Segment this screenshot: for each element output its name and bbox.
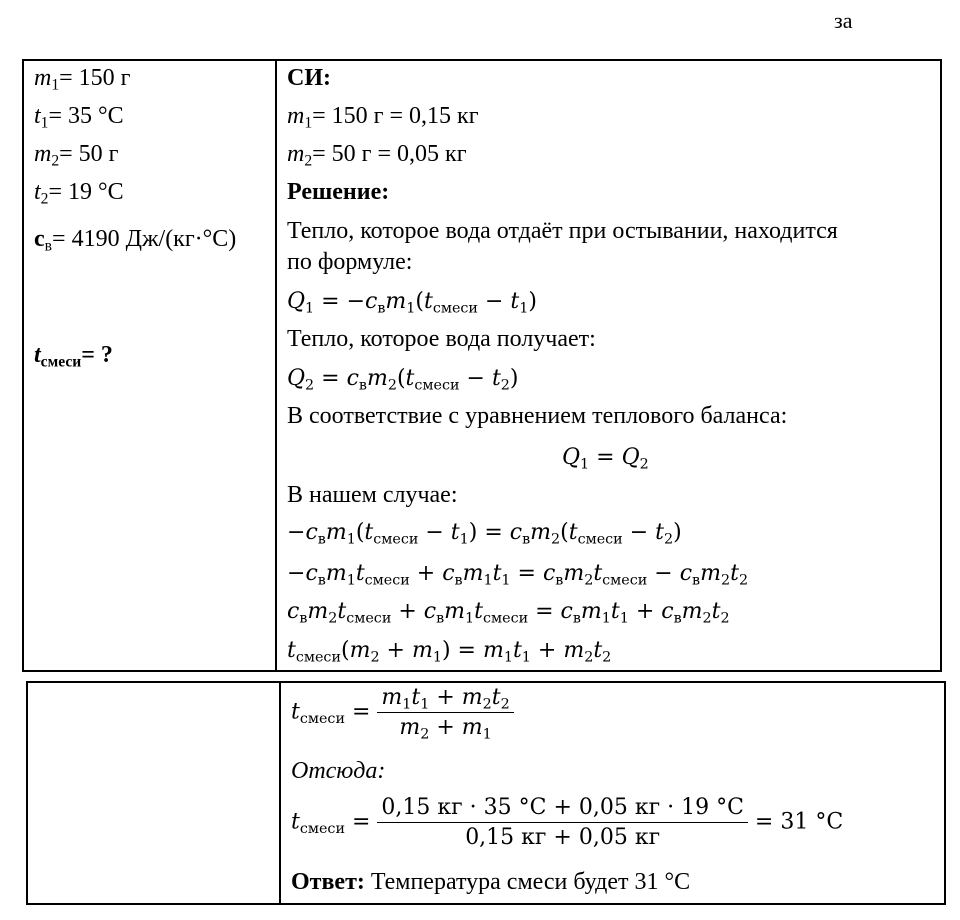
- equation-4: $t_{смеси}(m_2 + m_1) = m_1t_1 + m_2t_2$: [287, 638, 612, 666]
- solution-text-4: В нашем случае:: [287, 482, 458, 508]
- formula-t-mix: $t_{смеси}$ = $\frac{m_1t_1 + m_2t_2}{m_2 + m_1}$: [291, 685, 514, 740]
- solution-text-1b: по формуле:: [287, 249, 413, 275]
- solution-text-1a: Тепло, которое вода отдаёт при остывании, находится: [287, 218, 838, 244]
- si-title: СИ:: [287, 65, 331, 91]
- solution-column: [277, 61, 940, 670]
- si-m2: $m_2= 50$ г = 0,05 кг: [287, 141, 467, 170]
- conclusion-table: [26, 681, 946, 905]
- given-specific-heat: $c_в= 4190$ Дж/(кг·°С): [34, 226, 237, 255]
- conclusion-column: [281, 683, 944, 903]
- given-m1: $m_1= 150$ г: [34, 65, 131, 94]
- problem-table: [22, 59, 942, 672]
- numeric-numerator: 0,15 кг · 35 °С + 0,05 кг · 19 °С: [377, 795, 748, 823]
- answer-line: [291, 867, 690, 897]
- numeric-result: = 31 °С: [754, 809, 844, 835]
- page-corner-text: за: [834, 8, 853, 33]
- formula-q1: $Q_1 = -c_вm_1(t_{смеси} - t_1)$: [287, 289, 537, 317]
- solution-text-3: В соответствие с уравнением теплового баланса:: [287, 403, 788, 429]
- si-m1: $m_1= 150$ г = 0,15 кг: [287, 103, 479, 132]
- given-t2: $t_2= 19$ °С: [34, 179, 124, 208]
- formula-balance: $Q_1 = Q_2$: [562, 445, 649, 473]
- equation-2: $-c_вm_1t_{смеси} + c_вm_1t_1 = c_вm_2t_{смеси} - c_вm_2t_2$: [287, 561, 749, 589]
- answer-label: Ответ:: [291, 869, 365, 895]
- given-column: [24, 61, 277, 670]
- given-t1: $t_1= 35$ °С: [34, 103, 124, 132]
- equation-3: $c_вm_2t_{смеси} + c_вm_1t_{смеси} = c_вm_1t_1 + c_вm_2t_2$: [287, 599, 730, 627]
- formula-numeric: $t_{смеси}$ = $\frac{0,15 кг \cdot 35 ^\circ С + 0,05 кг \cdot 19 ^\circ С}{0,15 кг + 0,05 кг}$ = 31 °С: [291, 795, 844, 850]
- numeric-denominator: 0,15 кг + 0,05 кг: [465, 825, 661, 850]
- solution-title: Решение:: [287, 179, 390, 205]
- formula-q2: $Q_2 = c_вm_2(t_{смеси} - t_2)$: [287, 366, 519, 394]
- hence-text: Отсюда:: [291, 758, 386, 784]
- answer-text: Температура смеси будет 31 °С: [364, 869, 691, 895]
- solution-text-2: Тепло, которое вода получает:: [287, 326, 596, 352]
- equation-1: $-c_вm_1(t_{смеси} - t_1) = c_вm_2(t_{смеси} - t_2)$: [287, 520, 682, 548]
- empty-column: [28, 683, 281, 903]
- given-m2: $m_2= 50$ г: [34, 141, 119, 170]
- find-t-mix: $t_{смеси}=$ ?: [34, 342, 113, 371]
